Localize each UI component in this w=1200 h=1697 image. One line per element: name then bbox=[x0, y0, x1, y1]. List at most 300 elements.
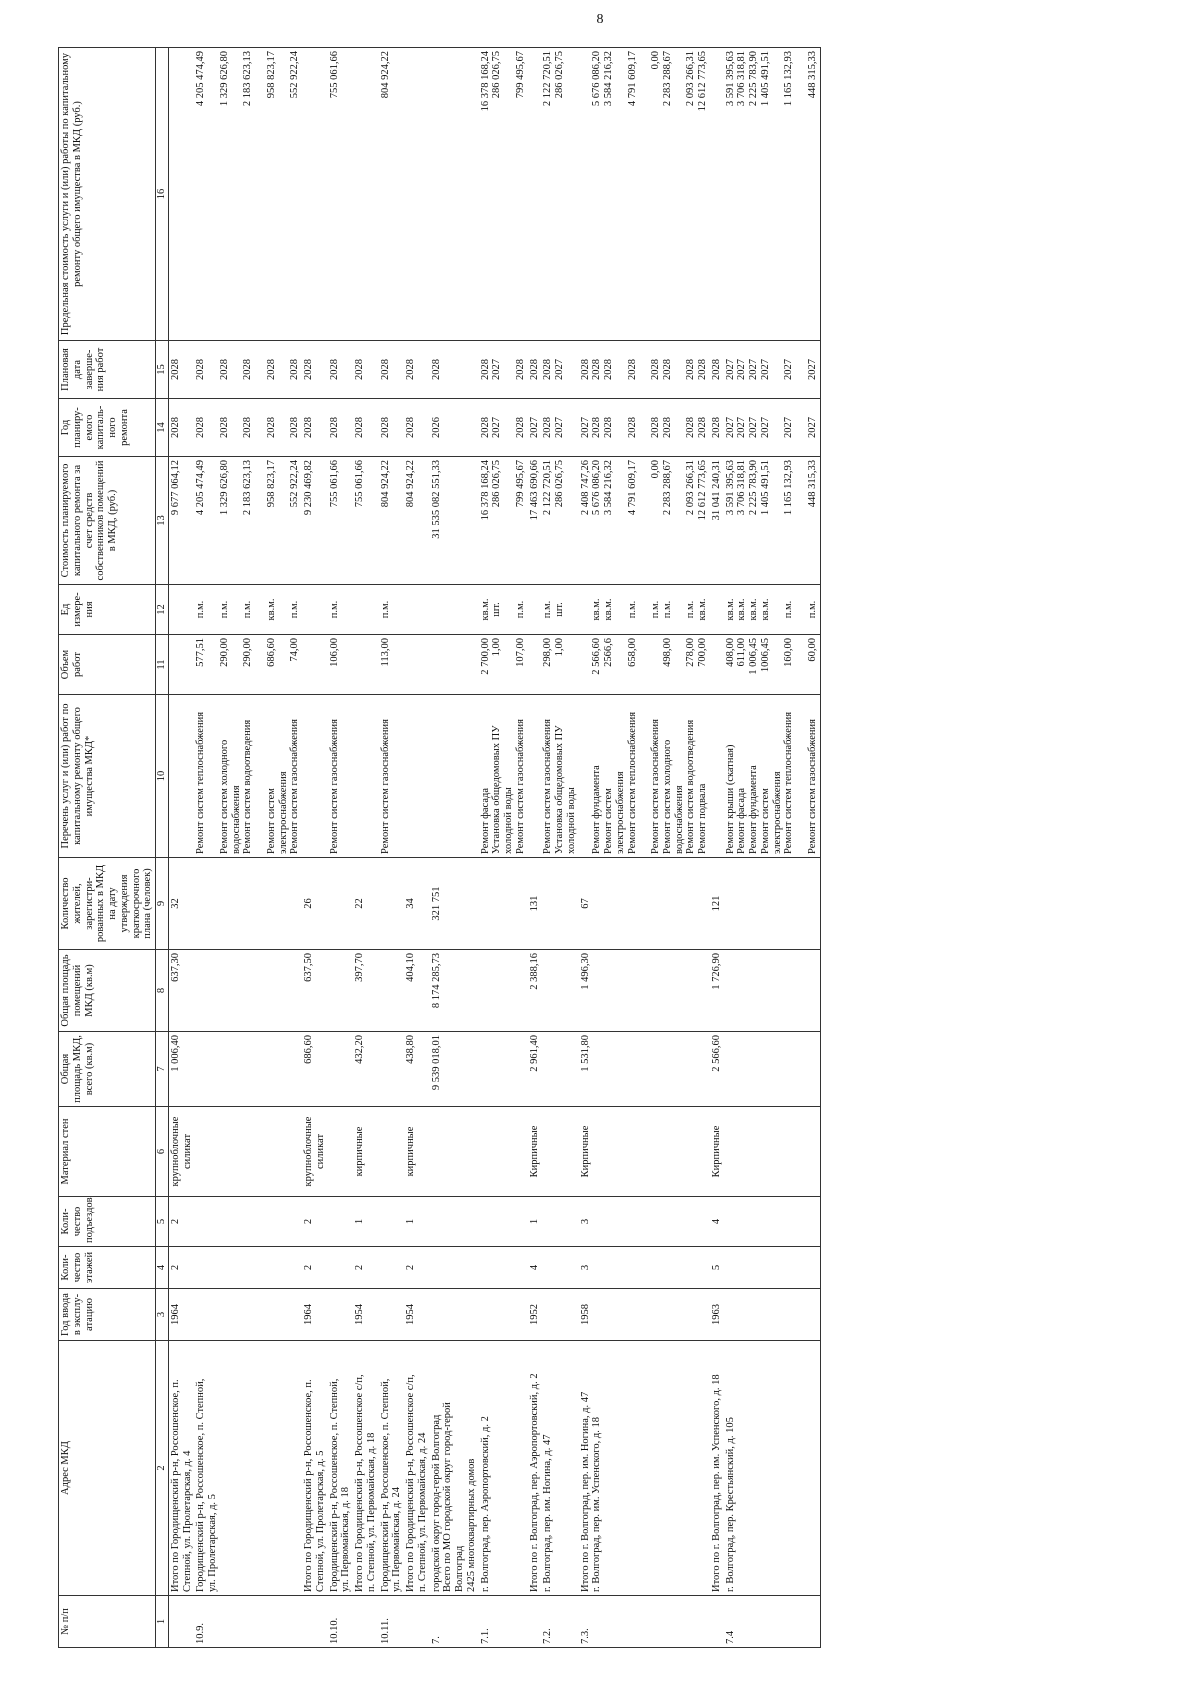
cell-col-1 bbox=[302, 1596, 328, 1648]
cell-line bbox=[278, 344, 290, 395]
cell-line: 1 165 132,93 bbox=[783, 51, 795, 107]
cell-line: 611,00 bbox=[736, 638, 748, 667]
cell-col-7 bbox=[541, 1032, 578, 1107]
cell-col-11 bbox=[302, 635, 328, 695]
column-number-4: 4 bbox=[156, 1247, 169, 1289]
cell-line bbox=[674, 51, 686, 337]
column-number-16: 16 bbox=[156, 48, 169, 341]
cell-line: 552 922,24 bbox=[289, 51, 301, 99]
column-number-6: 6 bbox=[156, 1107, 169, 1197]
cell-line: кв.м. bbox=[603, 598, 614, 621]
cell-col-11 bbox=[579, 635, 710, 695]
cell-line: 5 676 086,20 bbox=[591, 460, 603, 516]
cell-line: силикат bbox=[181, 1133, 193, 1170]
cell-line bbox=[503, 460, 515, 581]
cell-col-13 bbox=[528, 457, 542, 585]
cell-line: п.м. bbox=[650, 600, 661, 619]
cell-line: 278,00 bbox=[685, 638, 697, 667]
column-header-3: Год ввода в эксплу-атацию bbox=[59, 1289, 156, 1341]
cell-line: 17 463 690,66 bbox=[528, 460, 540, 521]
cell-col-12 bbox=[528, 585, 542, 635]
cell-col-1 bbox=[168, 1596, 194, 1648]
cell-line: Итого по Городищенский р-н, Россошенское, п. bbox=[169, 1379, 181, 1592]
table-header bbox=[59, 48, 169, 1648]
cell-col-16 bbox=[479, 48, 528, 341]
cell-line: 4 791 609,17 bbox=[626, 51, 638, 107]
cell-line: 2027 bbox=[528, 417, 540, 438]
cell-col-2 bbox=[541, 1341, 578, 1596]
cell-line: 2028 bbox=[405, 417, 416, 438]
cell-col-3: 1952 bbox=[528, 1289, 542, 1341]
cell-line: 2 183 623,13 bbox=[242, 51, 254, 107]
cell-line: 2028 bbox=[591, 359, 603, 380]
cell-line bbox=[638, 698, 650, 854]
cell-line: электроснабжения bbox=[771, 771, 783, 854]
cell-col-2 bbox=[302, 1341, 328, 1596]
cell-line: 2 283 288,67 bbox=[661, 51, 673, 107]
cell-line bbox=[638, 460, 650, 581]
cell-col-8 bbox=[379, 950, 405, 1032]
cell-line: п.м. bbox=[289, 600, 301, 619]
cell-col-6 bbox=[579, 1107, 710, 1197]
cell-line: Ремонт фундамента bbox=[748, 765, 759, 854]
cell-col-16 bbox=[528, 48, 542, 341]
cell-col-15 bbox=[541, 341, 578, 399]
cell-line: 1,00 bbox=[554, 638, 565, 657]
cell-line: 2027 bbox=[491, 417, 503, 438]
column-header-15: Плановая дата заверше-ния работ bbox=[59, 341, 156, 399]
cell-line bbox=[254, 698, 266, 854]
cell-line: 2 700,00 bbox=[479, 638, 491, 675]
column-header-12: Ед измере-ния bbox=[59, 585, 156, 635]
table-row bbox=[479, 48, 528, 1648]
cell-line: 2028 bbox=[218, 417, 230, 438]
cell-line: 2028 bbox=[354, 359, 365, 380]
column-number-5: 5 bbox=[156, 1197, 169, 1247]
cell-line: 804 924,22 bbox=[405, 460, 416, 508]
cell-col-7: 432,20 bbox=[353, 1032, 379, 1107]
cell-col-14 bbox=[579, 399, 710, 457]
cell-line bbox=[580, 638, 592, 691]
cell-col-5 bbox=[724, 1197, 821, 1247]
cell-col-14 bbox=[353, 399, 379, 457]
cell-line: 2027 bbox=[759, 417, 771, 438]
cell-line bbox=[254, 638, 266, 691]
cell-col-13 bbox=[724, 457, 821, 585]
cell-col-12 bbox=[379, 585, 405, 635]
cell-col-13 bbox=[404, 457, 430, 585]
cell-line: Ремонт систем водоотведения bbox=[685, 719, 697, 854]
cell-line: 2028 bbox=[169, 359, 181, 380]
cell-col-13 bbox=[168, 457, 194, 585]
cell-col-11 bbox=[724, 635, 821, 695]
cell-line: Ремонт фундамента bbox=[591, 765, 603, 854]
cell-col-3: 1963 bbox=[710, 1289, 724, 1341]
cell-col-12 bbox=[710, 585, 724, 635]
column-header-14: Год планиру-емого капиталь-ного ремонта bbox=[59, 399, 156, 457]
cell-col-12 bbox=[194, 585, 302, 635]
cell-line: 2028 bbox=[661, 359, 673, 380]
cell-line bbox=[674, 460, 686, 581]
cell-col-15 bbox=[168, 341, 194, 399]
cell-line: 2028 bbox=[265, 359, 277, 380]
cell-col-15 bbox=[528, 341, 542, 399]
cell-col-8: 8 174 285,73 bbox=[430, 950, 479, 1032]
cell-col-7: 1 006,40 bbox=[168, 1032, 194, 1107]
cell-col-14 bbox=[710, 399, 724, 457]
cell-line: 2028 bbox=[328, 417, 340, 438]
cell-line bbox=[615, 460, 627, 581]
cell-line: 2027 bbox=[554, 359, 565, 380]
cell-line bbox=[772, 402, 784, 453]
cell-line: 2028 bbox=[697, 359, 708, 380]
cell-line: 2028 bbox=[379, 359, 391, 380]
cell-col-12 bbox=[724, 585, 821, 635]
cell-line bbox=[772, 344, 784, 395]
cell-line: Городищенский р-н, Россошенское, п. Степной, bbox=[328, 1378, 340, 1592]
cell-line: 2028 bbox=[626, 359, 638, 380]
cell-col-2 bbox=[328, 1341, 354, 1596]
cell-col-1 bbox=[710, 1596, 724, 1648]
cell-col-14 bbox=[302, 399, 328, 457]
cell-col-6 bbox=[379, 1107, 405, 1197]
cell-line bbox=[772, 588, 784, 631]
column-number-11: 11 bbox=[156, 635, 169, 695]
cell-line: 286 026,75 bbox=[491, 51, 503, 99]
cell-col-3 bbox=[194, 1289, 302, 1341]
cell-col-8: 1 726,90 bbox=[710, 950, 724, 1032]
cell-line bbox=[615, 638, 627, 691]
column-header-11: Объем работ bbox=[59, 635, 156, 695]
cell-line bbox=[795, 588, 807, 631]
cell-line: Ремонт систем газоснабжения bbox=[806, 719, 818, 854]
cell-col-5: 1 bbox=[528, 1197, 542, 1247]
cell-col-3 bbox=[479, 1289, 528, 1341]
cell-col-13 bbox=[479, 457, 528, 585]
cell-line: 448 315,33 bbox=[806, 51, 818, 99]
cell-col-1: 7. bbox=[430, 1596, 479, 1648]
cell-line: 799 495,67 bbox=[514, 51, 526, 99]
cell-line: кв.м. bbox=[748, 598, 759, 621]
cell-line: шт. bbox=[491, 602, 503, 617]
repair-plan-table bbox=[58, 47, 821, 1648]
cell-line: кв.м. bbox=[591, 598, 603, 621]
cell-line bbox=[207, 402, 219, 453]
cell-col-7: 2 961,40 bbox=[528, 1032, 542, 1107]
cell-line: 0,00 bbox=[650, 460, 661, 479]
cell-col-2 bbox=[430, 1341, 479, 1596]
cell-line: Ремонт систем холодного bbox=[218, 739, 230, 854]
cell-col-3 bbox=[379, 1289, 405, 1341]
cell-col-10 bbox=[541, 695, 578, 858]
cell-line bbox=[278, 588, 290, 631]
cell-col-16 bbox=[724, 48, 821, 341]
cell-col-11 bbox=[710, 635, 724, 695]
cell-line: 3 591 395,63 bbox=[724, 460, 736, 516]
cell-line bbox=[207, 638, 219, 691]
cell-line bbox=[207, 698, 219, 854]
cell-line: 2028 bbox=[195, 417, 207, 438]
cell-line: п.м. bbox=[379, 600, 391, 619]
cell-line: кирпичные bbox=[354, 1126, 365, 1177]
cell-col-1: 7.4 bbox=[724, 1596, 821, 1648]
cell-col-1: 7.1. bbox=[479, 1596, 528, 1648]
cell-line: городской округ город-герой Волгоград bbox=[430, 1414, 442, 1592]
cell-line: 2566,6 bbox=[603, 638, 614, 667]
cell-col-16 bbox=[579, 48, 710, 341]
cell-line: 2028 bbox=[542, 359, 554, 380]
page-number: 8 bbox=[596, 12, 604, 27]
cell-line: Итого по г. Волгоград, пер. Аэропортовский, д. 2 bbox=[528, 1373, 540, 1592]
cell-line bbox=[795, 638, 807, 691]
cell-line: 2027 bbox=[724, 359, 736, 380]
cell-col-5: 3 bbox=[579, 1197, 710, 1247]
cell-col-7 bbox=[379, 1032, 405, 1107]
cell-line: 286 026,75 bbox=[554, 460, 565, 508]
cell-line: 2 408 747,26 bbox=[579, 460, 591, 516]
cell-line: Ремонт систем водоотведения bbox=[242, 719, 254, 854]
cell-col-15 bbox=[710, 341, 724, 399]
cell-line: 958 823,17 bbox=[265, 51, 277, 99]
cell-line bbox=[207, 344, 219, 395]
cell-line: ул. Пролетарская, д. 5 bbox=[207, 1494, 218, 1592]
cell-line bbox=[615, 51, 627, 337]
cell-line bbox=[772, 638, 784, 691]
cell-line: холодной воды bbox=[565, 787, 577, 854]
cell-col-9: 22 bbox=[353, 858, 379, 950]
cell-col-13 bbox=[194, 457, 302, 585]
cell-col-7: 686,60 bbox=[302, 1032, 328, 1107]
cell-col-6 bbox=[724, 1107, 821, 1197]
cell-col-7: 1 531,80 bbox=[579, 1032, 710, 1107]
cell-line: 31 535 082 551,33 bbox=[430, 460, 442, 539]
cell-col-10 bbox=[528, 695, 542, 858]
cell-col-13 bbox=[710, 457, 724, 585]
cell-col-4 bbox=[194, 1247, 302, 1289]
cell-line: Итого по г. Волгоград, пер. им. Успенского, д. 18 bbox=[710, 1374, 722, 1592]
cell-line bbox=[580, 588, 592, 631]
cell-line: 700,00 bbox=[697, 638, 708, 667]
cell-line bbox=[674, 638, 686, 691]
cell-col-12 bbox=[479, 585, 528, 635]
column-header-13: Стоимость планируемого капитального ремонта за счет средств собственников помещений в МКД, (руб.) bbox=[59, 457, 156, 585]
cell-line bbox=[615, 402, 627, 453]
cell-line: 286 026,75 bbox=[554, 51, 565, 99]
cell-line: Ремонт систем теплоснабжения bbox=[783, 711, 795, 854]
cell-line: 1 329 626,80 bbox=[218, 460, 230, 516]
cell-col-8 bbox=[194, 950, 302, 1032]
cell-line: 804 924,22 bbox=[379, 51, 391, 99]
cell-col-15 bbox=[579, 341, 710, 399]
cell-line: крупноблочные bbox=[303, 1116, 314, 1187]
cell-line: п.м. bbox=[661, 600, 673, 619]
column-number-13: 13 bbox=[156, 457, 169, 585]
cell-line bbox=[207, 460, 219, 581]
cell-line bbox=[231, 588, 243, 631]
cell-line bbox=[650, 638, 662, 691]
cell-line: 2028 bbox=[405, 359, 416, 380]
cell-col-13 bbox=[579, 457, 710, 585]
cell-col-16 bbox=[353, 48, 379, 341]
cell-col-4: 2 bbox=[168, 1247, 194, 1289]
cell-line: п.м. bbox=[218, 600, 230, 619]
cell-col-11 bbox=[528, 635, 542, 695]
cell-line: 2027 bbox=[736, 359, 748, 380]
cell-line: 686,60 bbox=[265, 638, 277, 667]
cell-line: 2027 bbox=[806, 417, 818, 438]
cell-col-9 bbox=[541, 858, 578, 950]
cell-col-12 bbox=[579, 585, 710, 635]
column-header-16: Предельная стоимость услуги и (или) работы по капитальному ремонту общего имущества в МКД (руб.) bbox=[59, 48, 156, 341]
cell-line: 3 591 395,63 bbox=[724, 51, 736, 107]
cell-col-10 bbox=[168, 695, 194, 858]
cell-line bbox=[566, 588, 578, 631]
cell-line: 2028 bbox=[661, 417, 673, 438]
table-row bbox=[710, 48, 724, 1648]
cell-line: 799 495,67 bbox=[514, 460, 526, 508]
cell-line: Ремонт фасада bbox=[479, 787, 491, 854]
cell-col-15 bbox=[194, 341, 302, 399]
cell-col-1 bbox=[404, 1596, 430, 1648]
cell-col-2 bbox=[168, 1341, 194, 1596]
cell-line: 2028 bbox=[289, 417, 301, 438]
cell-col-8 bbox=[479, 950, 528, 1032]
cell-line bbox=[795, 460, 807, 581]
column-header-7: Общая площадь МКД, всего (кв.м) bbox=[59, 1032, 156, 1107]
cell-col-4 bbox=[541, 1247, 578, 1289]
cell-line bbox=[231, 402, 243, 453]
cell-line: 3 706 318,81 bbox=[736, 460, 748, 516]
cell-col-8: 404,10 bbox=[404, 950, 430, 1032]
cell-line: 5 676 086,20 bbox=[591, 51, 603, 107]
cell-line bbox=[566, 460, 578, 581]
cell-line: Итого по Городищенский р-н, Россошенское, п. bbox=[303, 1379, 314, 1592]
table-row bbox=[430, 48, 479, 1648]
cell-col-10 bbox=[404, 695, 430, 858]
cell-line: Степной, ул. Пролетарская, д. 4 bbox=[181, 1450, 193, 1592]
cell-col-15 bbox=[379, 341, 405, 399]
cell-line: 2 225 783,90 bbox=[748, 460, 759, 516]
cell-line: п.м. bbox=[806, 600, 818, 619]
column-header-8: Общая площадь помещений МКД (кв.м) bbox=[59, 950, 156, 1032]
cell-line: кв.м. bbox=[697, 598, 708, 621]
cell-line: Городищенский р-н, Россошенское, п. Степной, bbox=[379, 1378, 391, 1592]
cell-line: 2 183 623,13 bbox=[242, 460, 254, 516]
cell-line: Установка общедомовых ПУ bbox=[554, 725, 565, 854]
cell-line: п.м. bbox=[626, 600, 638, 619]
cell-line: 2028 bbox=[603, 359, 614, 380]
cell-line: Ремонт систем холодного bbox=[661, 739, 673, 854]
cell-col-5 bbox=[541, 1197, 578, 1247]
cell-line: Кирпичные bbox=[528, 1125, 540, 1178]
cell-line: 408,00 bbox=[724, 638, 736, 667]
cell-col-5: 2 bbox=[168, 1197, 194, 1247]
cell-col-10 bbox=[302, 695, 328, 858]
cell-line: 2028 bbox=[479, 359, 491, 380]
column-number-14: 14 bbox=[156, 399, 169, 457]
cell-line: 2028 bbox=[579, 359, 591, 380]
cell-col-4: 5 bbox=[710, 1247, 724, 1289]
cell-col-16 bbox=[328, 48, 354, 341]
cell-line: 12 612 773,65 bbox=[697, 460, 708, 521]
cell-line: Ремонт систем газоснабжения bbox=[328, 719, 340, 854]
cell-line: 107,00 bbox=[514, 638, 526, 667]
cell-col-4 bbox=[479, 1247, 528, 1289]
cell-line: силикат bbox=[314, 1133, 326, 1170]
cell-col-8 bbox=[724, 950, 821, 1032]
cell-line bbox=[231, 344, 243, 395]
cell-col-9: 67 bbox=[579, 858, 710, 950]
cell-line: кв.м. bbox=[759, 598, 771, 621]
cell-line: 1 405 491,51 bbox=[759, 460, 771, 516]
cell-line: г. Волгоград, пер. им. Успенского, д. 18 bbox=[591, 1417, 603, 1592]
cell-col-4: 2 bbox=[302, 1247, 328, 1289]
cell-col-1: 7.2. bbox=[541, 1596, 578, 1648]
cell-col-10 bbox=[479, 695, 528, 858]
cell-col-3 bbox=[724, 1289, 821, 1341]
cell-line bbox=[503, 51, 515, 337]
cell-line: 3 584 216,32 bbox=[603, 460, 614, 516]
cell-col-1: 7.3. bbox=[579, 1596, 710, 1648]
cell-line: 2028 bbox=[430, 359, 442, 380]
cell-line: 2028 bbox=[289, 359, 301, 380]
cell-col-5 bbox=[328, 1197, 354, 1247]
cell-col-10 bbox=[194, 695, 302, 858]
cell-col-10 bbox=[328, 695, 354, 858]
cell-line: г. Волгоград, пер. им. Ногина, д. 47 bbox=[542, 1434, 554, 1592]
cell-col-9: 121 bbox=[710, 858, 724, 950]
cell-line: 2027 bbox=[579, 417, 591, 438]
cell-line: Ремонт систем газоснабжения bbox=[289, 719, 301, 854]
table-row bbox=[404, 48, 430, 1648]
cell-line bbox=[231, 51, 243, 337]
cell-line: 448 315,33 bbox=[806, 460, 818, 508]
cell-col-14 bbox=[194, 399, 302, 457]
cell-line: 498,00 bbox=[661, 638, 673, 667]
cell-line bbox=[638, 588, 650, 631]
table-row bbox=[724, 48, 821, 1648]
cell-col-4: 4 bbox=[528, 1247, 542, 1289]
cell-line: 2027 bbox=[806, 359, 818, 380]
table-row bbox=[194, 48, 302, 1648]
cell-line: г. Волгоград, пер. Крестьянский, д. 105 bbox=[724, 1417, 736, 1592]
column-number-2: 2 bbox=[156, 1341, 169, 1596]
cell-col-14 bbox=[541, 399, 578, 457]
cell-line: шт. bbox=[554, 602, 565, 617]
cell-line: 1006,45 bbox=[759, 638, 771, 673]
cell-col-2 bbox=[710, 1341, 724, 1596]
cell-line: п.м. bbox=[685, 600, 697, 619]
cell-line: п.м. bbox=[542, 600, 554, 619]
cell-col-11 bbox=[194, 635, 302, 695]
cell-line: 60,00 bbox=[806, 638, 818, 662]
cell-col-5 bbox=[379, 1197, 405, 1247]
cell-col-16 bbox=[302, 48, 328, 341]
cell-col-13 bbox=[353, 457, 379, 585]
cell-line: 2027 bbox=[748, 359, 759, 380]
cell-line: Городищенский р-н, Россошенское, п. Степной, bbox=[195, 1378, 207, 1592]
cell-col-8 bbox=[541, 950, 578, 1032]
cell-line: 2 122 720,51 bbox=[542, 51, 554, 107]
cell-line: 2 093 266,31 bbox=[685, 460, 697, 516]
cell-line: 2028 bbox=[265, 417, 277, 438]
cell-line bbox=[580, 698, 592, 854]
cell-line bbox=[615, 344, 627, 395]
cell-col-14 bbox=[528, 399, 542, 457]
cell-col-1: 10.11. bbox=[379, 1596, 405, 1648]
cell-col-7 bbox=[328, 1032, 354, 1107]
cell-line bbox=[580, 51, 592, 337]
